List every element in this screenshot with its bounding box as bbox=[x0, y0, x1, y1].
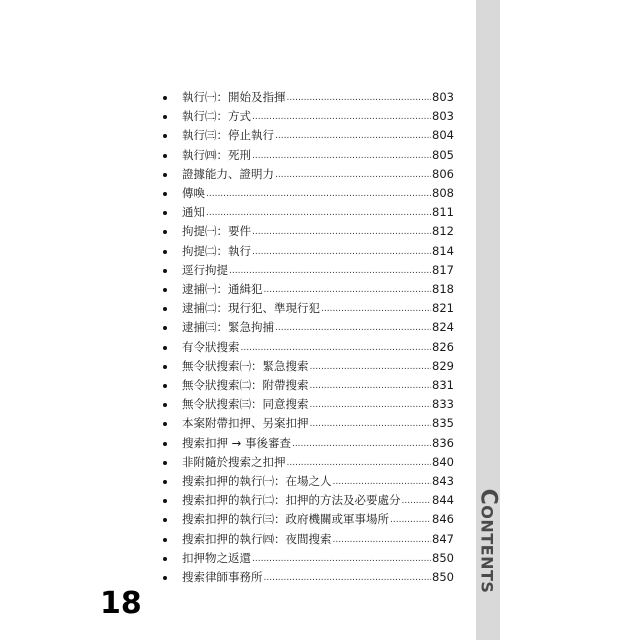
bullet-icon bbox=[163, 365, 167, 369]
bullet-icon bbox=[163, 422, 167, 426]
toc-entry-page: 835 bbox=[432, 416, 454, 431]
dot-leader bbox=[264, 570, 432, 586]
dot-leader bbox=[292, 436, 431, 452]
toc-entry-page: 850 bbox=[432, 550, 454, 565]
toc-entry-page: 821 bbox=[432, 301, 454, 316]
dot-leader bbox=[206, 186, 431, 202]
toc-entry-page: 846 bbox=[432, 512, 454, 527]
toc-entry-title: 拘提㈠：要件 bbox=[182, 224, 251, 239]
toc-entry-page: 824 bbox=[432, 320, 454, 335]
bullet-icon bbox=[163, 115, 167, 119]
bullet-icon bbox=[163, 96, 167, 100]
bullet-icon bbox=[163, 250, 167, 254]
dot-leader bbox=[310, 416, 432, 432]
toc-entry bbox=[168, 146, 454, 164]
toc-entry-title: 扣押物之返還 bbox=[182, 550, 251, 565]
toc-entry-title: 本案附帶扣押、另案扣押 bbox=[182, 416, 309, 431]
dot-leader bbox=[275, 128, 431, 144]
toc-entry-page: 814 bbox=[432, 243, 454, 258]
dot-leader bbox=[310, 359, 432, 375]
dot-leader bbox=[241, 340, 432, 356]
toc-entry-title: 無令狀搜索㈡：附帶搜索 bbox=[182, 378, 309, 392]
dot-leader bbox=[333, 474, 432, 490]
dot-leader bbox=[252, 244, 431, 260]
dot-leader bbox=[229, 263, 431, 279]
toc-entry bbox=[168, 376, 454, 394]
toc-entry-title: 非附隨於搜索之扣押 bbox=[182, 454, 286, 469]
side-label-rest: ONTENTS bbox=[477, 505, 497, 594]
toc-entry-title: 執行㈡：方式 bbox=[182, 109, 251, 124]
contents-side-label bbox=[476, 489, 501, 594]
toc-entry-title: 通知 bbox=[182, 205, 205, 220]
toc-entry bbox=[168, 395, 454, 413]
toc-entry bbox=[168, 203, 454, 221]
toc-entry-title: 拘提㈡：執行 bbox=[182, 243, 251, 258]
toc-entry-title: 傳喚 bbox=[182, 186, 205, 200]
toc-entry-page: 805 bbox=[432, 147, 454, 162]
bullet-icon bbox=[163, 173, 167, 177]
toc-entry-page: 833 bbox=[432, 397, 454, 412]
toc-entry-title: 逮捕㈢：緊急拘捕 bbox=[182, 320, 274, 335]
dot-leader bbox=[264, 282, 432, 298]
toc-entry-page: 831 bbox=[432, 378, 454, 392]
toc-entry-title: 搜索扣押的執行㈡：扣押的方法及必要處分 bbox=[182, 493, 401, 508]
toc-entry bbox=[168, 107, 454, 125]
bullet-icon bbox=[163, 403, 167, 407]
toc-entry-title: 執行㈢：停止執行 bbox=[182, 128, 274, 143]
dot-leader bbox=[287, 455, 432, 471]
toc-entry-page: 843 bbox=[432, 474, 454, 488]
side-label-initial: C bbox=[475, 488, 501, 506]
toc-entry-title: 有令狀搜索 bbox=[182, 339, 240, 354]
toc-entry-title: 執行㈣：死刑 bbox=[182, 147, 251, 162]
bullet-icon bbox=[163, 518, 167, 522]
toc-entry bbox=[168, 88, 454, 106]
bullet-icon bbox=[163, 576, 167, 580]
toc-entry bbox=[168, 472, 454, 490]
toc-entry bbox=[168, 280, 454, 298]
dot-leader bbox=[287, 90, 432, 106]
bullet-icon bbox=[163, 557, 167, 561]
dot-leader bbox=[310, 378, 432, 394]
bullet-icon bbox=[163, 384, 167, 388]
toc-entry-page: 847 bbox=[432, 531, 454, 546]
toc-entry-page: 803 bbox=[432, 109, 454, 124]
dot-leader bbox=[310, 397, 432, 413]
toc-entry bbox=[168, 299, 454, 317]
toc-entry-page: 826 bbox=[432, 339, 454, 354]
toc-entry-title: 逮捕㈠：通緝犯 bbox=[182, 282, 263, 296]
dot-leader bbox=[206, 205, 431, 221]
toc-entry-page: 829 bbox=[432, 358, 454, 373]
toc-entry bbox=[168, 549, 454, 567]
toc-entry-title: 無令狀搜索㈠：緊急搜索 bbox=[182, 358, 309, 373]
toc-entry bbox=[168, 510, 454, 528]
toc-entry bbox=[168, 357, 454, 375]
bullet-icon bbox=[163, 307, 167, 311]
dot-leader bbox=[321, 301, 431, 317]
toc-entry-title: 執行㈠：開始及指揮 bbox=[182, 90, 286, 104]
toc-entry-page: 844 bbox=[432, 493, 454, 508]
toc-entry-page: 818 bbox=[432, 282, 454, 296]
toc-entry bbox=[168, 453, 454, 471]
bullet-icon bbox=[163, 461, 167, 465]
toc-entry-page: 817 bbox=[432, 262, 454, 277]
bullet-icon bbox=[163, 326, 167, 330]
bullet-icon bbox=[163, 442, 167, 446]
toc-entry-page: 850 bbox=[432, 570, 454, 584]
dot-leader bbox=[275, 320, 431, 336]
toc-entry-title: 搜索扣押的執行㈢：政府機關或軍事場所 bbox=[182, 512, 389, 527]
toc-entry bbox=[168, 222, 454, 240]
bullet-icon bbox=[163, 192, 167, 196]
dot-leader bbox=[333, 532, 432, 548]
bullet-icon bbox=[163, 538, 167, 542]
toc-entry bbox=[168, 338, 454, 356]
toc-entry bbox=[168, 568, 454, 586]
toc-entry-title: 搜索扣押 → 事後審查 bbox=[182, 435, 291, 450]
dot-leader bbox=[252, 109, 431, 125]
toc-entry-title: 證據能力、證明力 bbox=[182, 166, 274, 181]
toc-entry bbox=[168, 491, 454, 509]
toc-entry-page: 840 bbox=[432, 454, 454, 469]
toc-entry-page: 812 bbox=[432, 224, 454, 239]
toc-entry bbox=[168, 126, 454, 144]
toc-entry-page: 808 bbox=[432, 186, 454, 200]
dot-leader bbox=[252, 551, 431, 567]
toc-entry-page: 806 bbox=[432, 166, 454, 181]
bullet-icon bbox=[163, 499, 167, 503]
toc-entry bbox=[168, 184, 454, 202]
toc-entry-page: 804 bbox=[432, 128, 454, 143]
toc-entry-page: 803 bbox=[432, 90, 454, 104]
toc-entry-title: 搜索扣押的執行㈠：在場之人 bbox=[182, 474, 332, 488]
bullet-icon bbox=[163, 230, 167, 234]
toc-entry-title: 逕行拘提 bbox=[182, 262, 228, 277]
toc-entry-page: 811 bbox=[432, 205, 454, 220]
toc-entry bbox=[168, 261, 454, 279]
bullet-icon bbox=[163, 269, 167, 273]
toc-entry-title: 逮捕㈡：現行犯、準現行犯 bbox=[182, 301, 320, 316]
bullet-icon bbox=[163, 211, 167, 215]
bullet-icon bbox=[163, 346, 167, 350]
page-number: 18 bbox=[100, 586, 142, 621]
dot-leader bbox=[252, 148, 431, 164]
dot-leader bbox=[252, 224, 431, 240]
bullet-icon bbox=[163, 480, 167, 484]
bullet-icon bbox=[163, 154, 167, 158]
dot-leader bbox=[402, 493, 432, 509]
toc-entry bbox=[168, 242, 454, 260]
toc-entry bbox=[168, 318, 454, 336]
dot-leader bbox=[390, 512, 431, 528]
toc-entry bbox=[168, 530, 454, 548]
toc-entry-title: 搜索扣押的執行㈣：夜間搜索 bbox=[182, 531, 332, 546]
toc-entry bbox=[168, 434, 454, 452]
toc-entry-title: 搜索律師事務所 bbox=[182, 570, 263, 584]
bullet-icon bbox=[163, 134, 167, 138]
toc-entry-title: 無令狀搜索㈢：同意搜索 bbox=[182, 397, 309, 412]
bullet-icon bbox=[163, 288, 167, 292]
toc-entry bbox=[168, 165, 454, 183]
toc-entry-page: 836 bbox=[432, 435, 454, 450]
toc-entry bbox=[168, 414, 454, 432]
dot-leader bbox=[275, 167, 431, 183]
